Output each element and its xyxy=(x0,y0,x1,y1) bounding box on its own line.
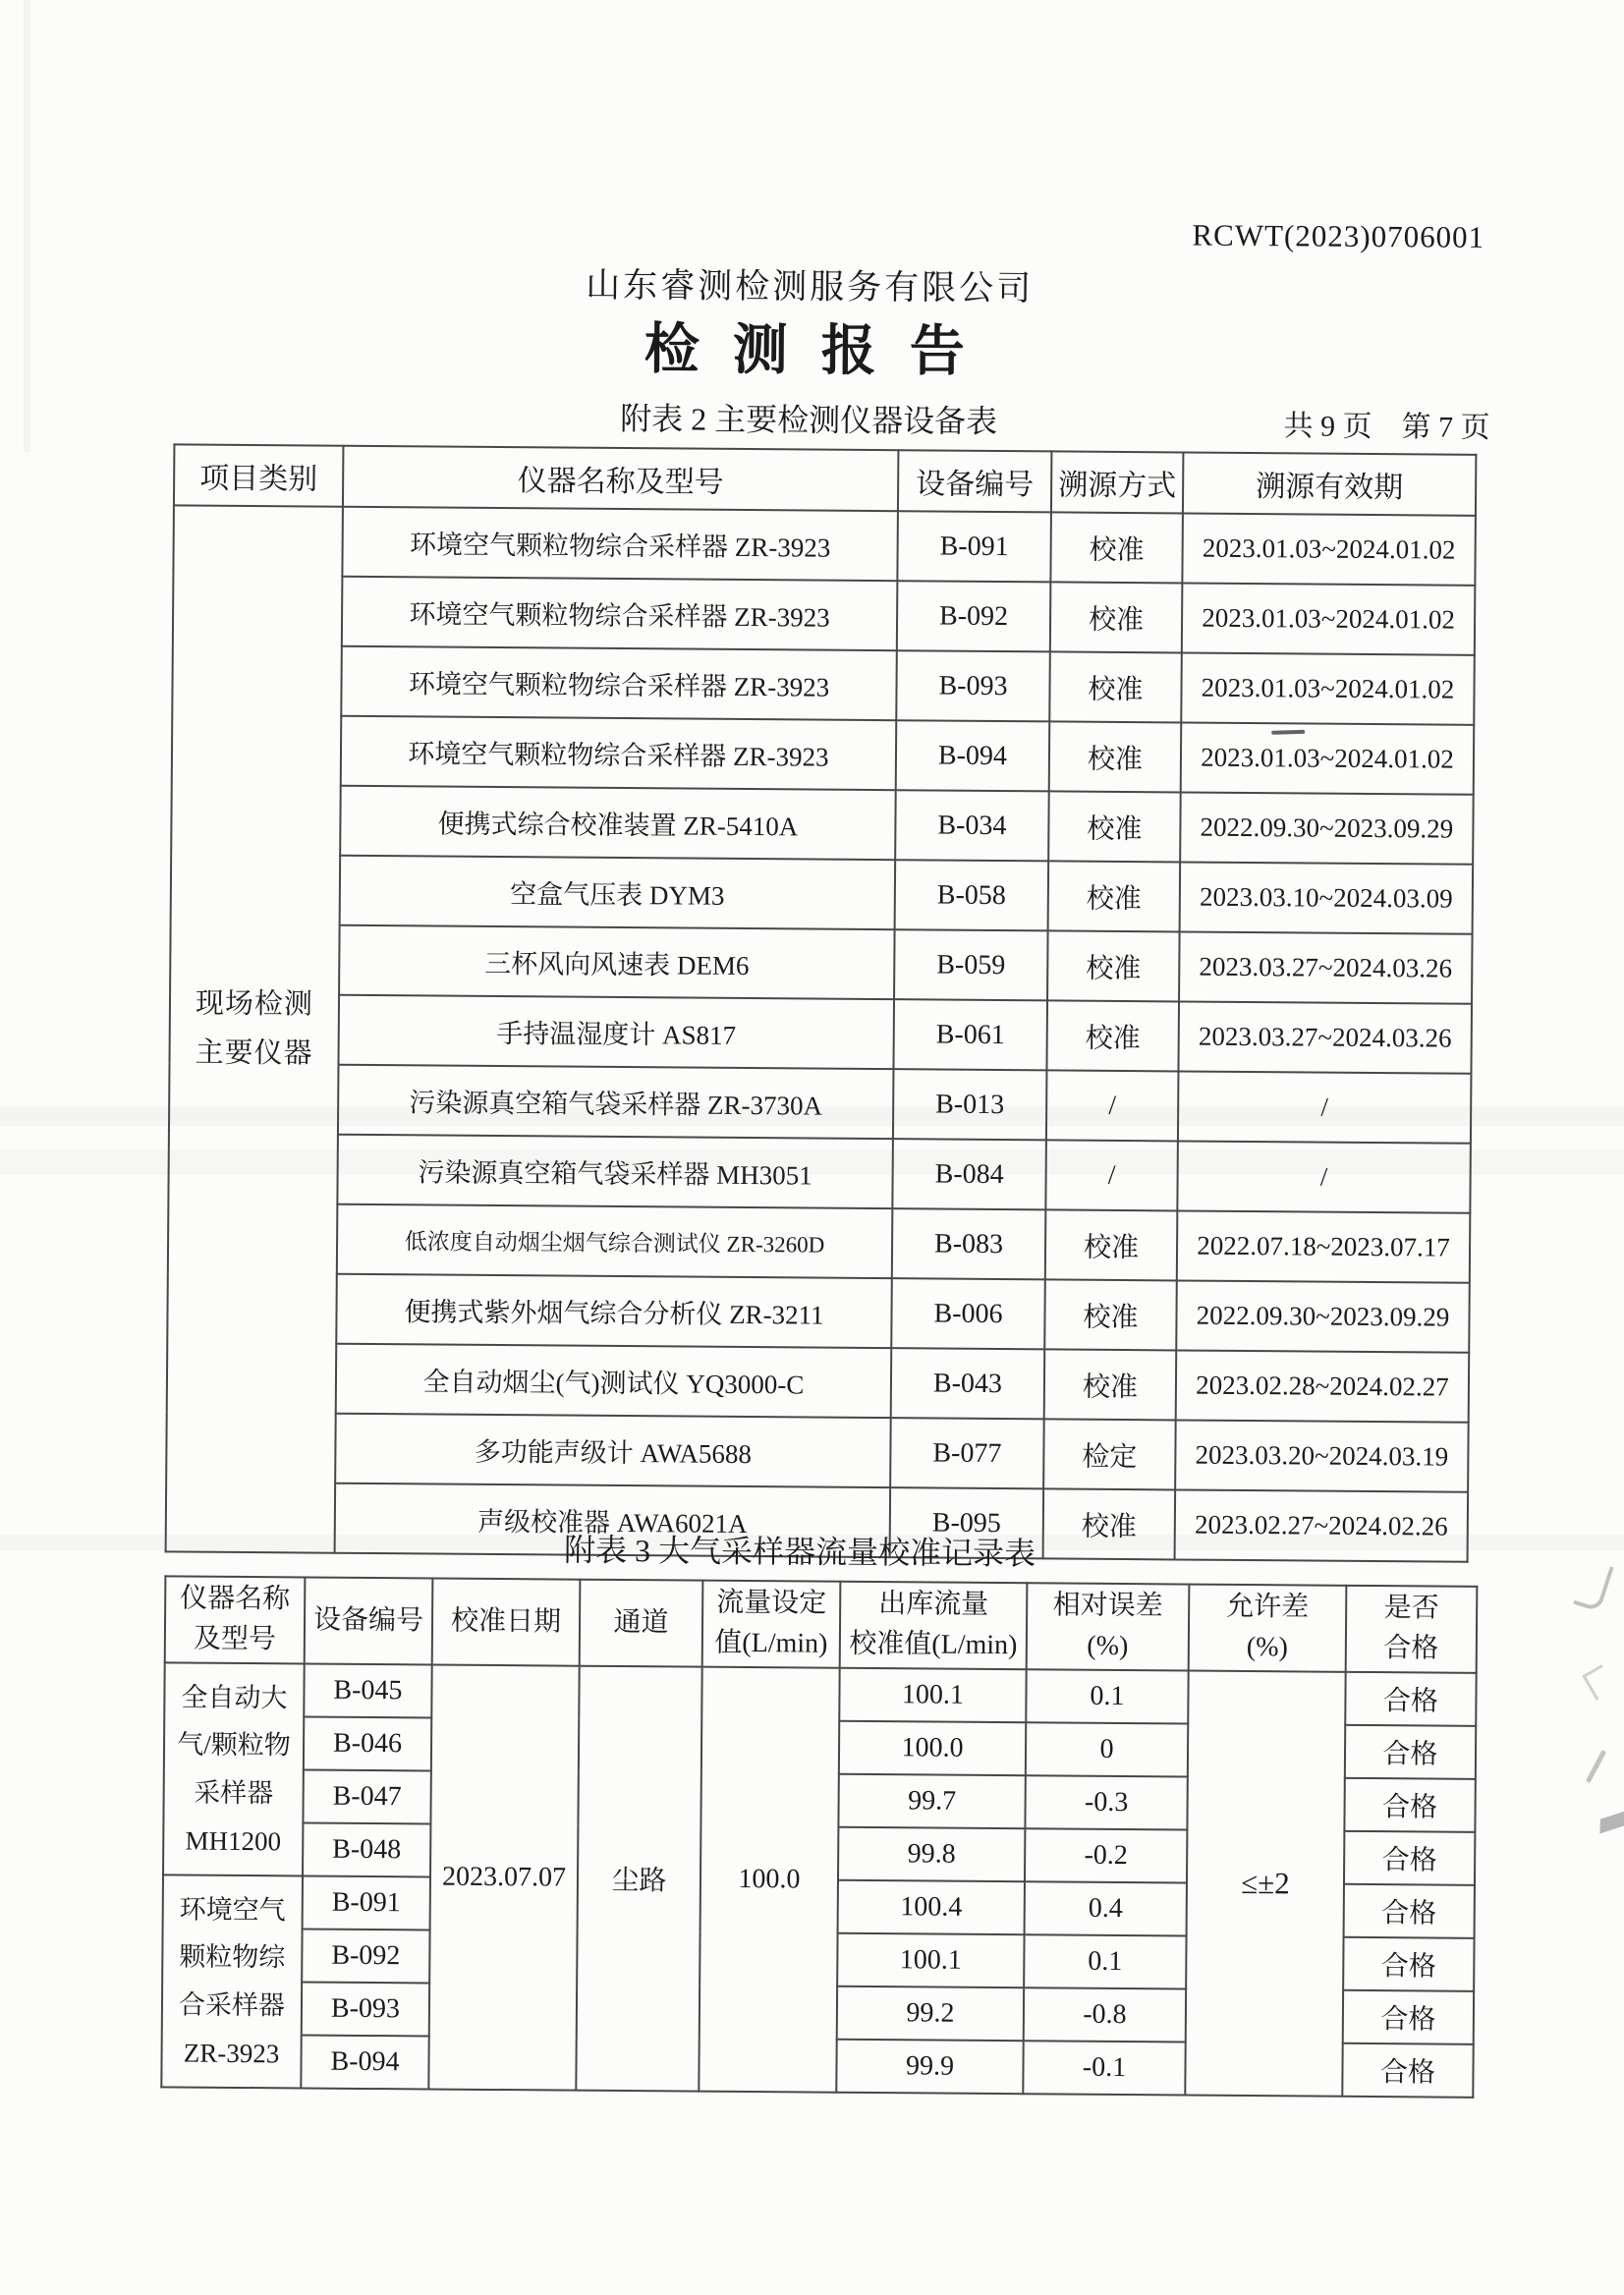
allowed-difference-cell: ≤±2 xyxy=(1185,1671,1345,2097)
trace-method-cell: 校准 xyxy=(1049,651,1182,722)
col-header-measured-flow: 出库流量 校准值(L/min) xyxy=(840,1582,1028,1669)
table2-caption: 附表 2 主要检测仪器设备表 xyxy=(620,400,998,439)
table-row xyxy=(170,993,1473,1073)
trace-method-cell: 校准 xyxy=(1050,582,1183,652)
trace-validity-cell: 2023.02.27~2024.02.26 xyxy=(1175,1489,1469,1561)
table-row xyxy=(173,505,1476,585)
device-code-cell: B-061 xyxy=(893,999,1047,1070)
measured-flow-cell: 99.8 xyxy=(838,1827,1025,1881)
relative-error-cell: 0.1 xyxy=(1026,1669,1188,1723)
col-header-channel: 通道 xyxy=(580,1580,703,1667)
pass-fail-cell: 合格 xyxy=(1344,1831,1475,1885)
trace-validity-cell: 2023.03.10~2024.03.09 xyxy=(1180,862,1474,933)
col-header-instrument-name: 仪器名称及型号 xyxy=(343,446,898,511)
trace-validity-cell: / xyxy=(1177,1141,1471,1212)
measured-flow-cell: 99.9 xyxy=(836,2040,1023,2094)
trace-validity-cell: 2023.02.28~2024.02.27 xyxy=(1176,1350,1470,1422)
table-row xyxy=(166,1412,1469,1491)
instrument-name-cell: 空盒气压表 DYM3 xyxy=(340,856,896,929)
trace-method-cell: / xyxy=(1045,1140,1178,1210)
measured-flow-cell: 100.0 xyxy=(839,1721,1026,1775)
instrument-name-cell: 污染源真空箱气袋采样器 MH3051 xyxy=(337,1135,893,1208)
col-header-relative-error: 相对误差 (%) xyxy=(1027,1583,1190,1670)
pass-fail-cell: 合格 xyxy=(1345,1725,1476,1779)
measured-flow-cell: 99.2 xyxy=(837,1987,1024,2041)
relative-error-cell: 0 xyxy=(1026,1722,1188,1776)
pass-fail-cell: 合格 xyxy=(1342,2043,1473,2098)
device-code-cell: B-094 xyxy=(301,2035,428,2089)
col-header-instrument-name: 仪器名称 及型号 xyxy=(165,1576,306,1663)
flow-calibration-table xyxy=(160,1575,1478,2098)
device-code-cell: B-059 xyxy=(894,929,1048,1000)
instrument-group-cell: 全自动大 气/颗粒物 采样器 MH1200 xyxy=(163,1662,305,1875)
device-code-cell: B-083 xyxy=(892,1208,1046,1279)
trace-method-cell: 校准 xyxy=(1044,1279,1177,1350)
pass-fail-cell: 合格 xyxy=(1343,1990,1474,2044)
relative-error-cell: -0.2 xyxy=(1025,1828,1187,1882)
col-header-device-code: 设备编号 xyxy=(898,450,1051,512)
col-header-trace-validity: 溯源有效期 xyxy=(1183,452,1476,515)
table3-caption: 附表 3 大气采样器流量校准记录表 xyxy=(563,1532,1036,1572)
instrument-name-cell: 环境空气颗粒物综合采样器 ZR-3923 xyxy=(341,646,897,720)
col-header-pass-fail: 是否 合格 xyxy=(1346,1586,1478,1673)
equipment-table-header-row xyxy=(174,444,1476,515)
trace-method-cell: 检定 xyxy=(1043,1419,1176,1489)
trace-validity-cell: 2023.03.27~2024.03.26 xyxy=(1178,1001,1472,1073)
device-code-cell: B-047 xyxy=(303,1769,430,1823)
measured-flow-cell: 100.1 xyxy=(837,1933,1024,1987)
page-indicator: 共 9 页 第 7 页 xyxy=(1283,410,1490,444)
calibration-date-cell: 2023.07.07 xyxy=(428,1665,579,2091)
device-code-cell: B-034 xyxy=(895,790,1049,861)
measured-flow-cell: 99.7 xyxy=(838,1774,1025,1828)
pass-fail-cell: 合格 xyxy=(1345,1672,1476,1726)
device-code-cell: B-048 xyxy=(303,1822,430,1876)
trace-method-cell: 校准 xyxy=(1046,1000,1179,1071)
trace-validity-cell: 2023.03.27~2024.03.26 xyxy=(1179,931,1473,1003)
instrument-name-cell: 声级校准器 AWA6021A xyxy=(335,1483,891,1557)
measured-flow-cell: 100.4 xyxy=(838,1880,1025,1934)
device-code-cell: B-094 xyxy=(896,720,1050,791)
report-number: RCWT(2023)0706001 xyxy=(1192,217,1485,254)
device-code-cell: B-058 xyxy=(895,860,1049,930)
device-code-cell: B-084 xyxy=(892,1139,1046,1209)
instrument-name-cell: 手持温湿度计 AS817 xyxy=(338,995,894,1069)
trace-validity-cell: 2023.01.03~2024.01.02 xyxy=(1182,583,1476,654)
pass-fail-cell: 合格 xyxy=(1344,1778,1475,1832)
col-header-calibration-date: 校准日期 xyxy=(432,1579,581,1666)
instrument-group-cell: 环境空气 颗粒物综 合采样器 ZR-3923 xyxy=(161,1875,303,2088)
pass-fail-cell: 合格 xyxy=(1344,1884,1475,1938)
table-row xyxy=(171,784,1474,864)
trace-validity-cell: 2023.01.03~2024.01.02 xyxy=(1181,652,1475,724)
col-header-flow-set-value: 流量设定 值(L/min) xyxy=(702,1581,841,1668)
device-code-cell: B-043 xyxy=(891,1348,1045,1419)
col-header-trace-method: 溯源方式 xyxy=(1051,451,1183,513)
instrument-name-cell: 三杯风向风速表 DEM6 xyxy=(339,925,895,999)
instrument-name-cell: 环境空气颗粒物综合采样器 ZR-3923 xyxy=(342,507,898,581)
device-code-cell: B-077 xyxy=(890,1418,1044,1488)
trace-method-cell: / xyxy=(1046,1070,1179,1141)
table-row xyxy=(168,1203,1471,1282)
device-code-cell: B-046 xyxy=(304,1716,431,1770)
trace-method-cell: 校准 xyxy=(1048,791,1181,862)
trace-method-cell: 校准 xyxy=(1045,1209,1178,1280)
relative-error-cell: -0.3 xyxy=(1025,1775,1187,1829)
trace-validity-cell: 2023.01.03~2024.01.02 xyxy=(1182,513,1476,585)
instrument-name-cell: 便携式紫外烟气综合分析仪 ZR-3211 xyxy=(336,1274,892,1348)
trace-validity-cell: 2022.07.18~2023.07.17 xyxy=(1177,1210,1471,1282)
trace-method-cell: 校准 xyxy=(1044,1349,1177,1420)
device-code-cell: B-092 xyxy=(897,581,1051,651)
flow-table-header-row xyxy=(165,1576,1478,1672)
col-header-device-code: 设备编号 xyxy=(305,1577,433,1664)
device-code-cell: B-095 xyxy=(890,1487,1044,1558)
table-row xyxy=(169,1063,1472,1143)
measured-flow-cell: 100.1 xyxy=(839,1668,1026,1722)
relative-error-cell: 0.1 xyxy=(1024,1934,1186,1988)
device-code-cell: B-006 xyxy=(891,1278,1045,1349)
table-row xyxy=(167,1342,1470,1422)
pass-fail-cell: 合格 xyxy=(1343,1937,1474,1991)
instrument-name-cell: 污染源真空箱气袋采样器 ZR-3730A xyxy=(338,1065,894,1139)
trace-method-cell: 校准 xyxy=(1050,512,1183,583)
category-cell: 现场检测 主要仪器 xyxy=(166,505,343,1552)
trace-validity-cell: / xyxy=(1178,1071,1472,1143)
trace-validity-cell: 2023.01.03~2024.01.02 xyxy=(1181,722,1475,794)
trace-validity-cell: 2023.03.20~2024.03.19 xyxy=(1175,1420,1469,1491)
table-row xyxy=(172,644,1475,724)
report-title: 检 测 报 告 xyxy=(644,319,975,383)
trace-method-cell: 校准 xyxy=(1047,930,1180,1001)
instrument-name-cell: 环境空气颗粒物综合采样器 ZR-3923 xyxy=(341,716,897,790)
table-row xyxy=(173,575,1476,654)
trace-method-cell: 校准 xyxy=(1049,721,1182,792)
instrument-name-cell: 低浓度自动烟尘烟气综合测试仪 ZR-3260D xyxy=(337,1204,893,1278)
relative-error-cell: -0.1 xyxy=(1023,2041,1185,2095)
instrument-name-cell: 便携式综合校准装置 ZR-5410A xyxy=(340,786,896,860)
device-code-cell: B-091 xyxy=(303,1875,430,1930)
instrument-name-cell: 全自动烟尘(气)测试仪 YQ3000-C xyxy=(336,1344,892,1418)
flow-set-value-cell: 100.0 xyxy=(699,1667,839,2093)
relative-error-cell: 0.4 xyxy=(1025,1881,1187,1935)
device-code-cell: B-013 xyxy=(893,1069,1047,1140)
device-code-cell: B-091 xyxy=(897,511,1051,582)
trace-method-cell: 校准 xyxy=(1043,1488,1176,1559)
trace-method-cell: 校准 xyxy=(1048,861,1181,931)
device-code-cell: B-092 xyxy=(302,1929,429,1983)
trace-validity-cell: 2022.09.30~2023.09.29 xyxy=(1180,792,1474,864)
device-code-cell: B-045 xyxy=(304,1663,431,1717)
table-row xyxy=(170,924,1473,1003)
col-header-allowed-difference: 允许差 (%) xyxy=(1189,1585,1347,1672)
table-row xyxy=(167,1272,1470,1352)
equipment-table xyxy=(165,443,1478,1562)
instrument-name-cell: 环境空气颗粒物综合采样器 ZR-3923 xyxy=(342,577,898,650)
col-header-category: 项目类别 xyxy=(174,444,343,506)
table-row xyxy=(171,854,1474,933)
company-name: 山东睿测检测服务有限公司 xyxy=(586,265,1035,308)
channel-cell: 尘路 xyxy=(576,1666,701,2092)
device-code-cell: B-093 xyxy=(302,1982,429,2036)
trace-validity-cell: 2022.09.30~2023.09.29 xyxy=(1176,1280,1470,1352)
device-code-cell: B-093 xyxy=(896,650,1050,721)
relative-error-cell: -0.8 xyxy=(1024,1987,1186,2042)
table-row xyxy=(168,1133,1471,1212)
instrument-name-cell: 多功能声级计 AWA5688 xyxy=(335,1414,891,1487)
table-row xyxy=(172,714,1475,794)
